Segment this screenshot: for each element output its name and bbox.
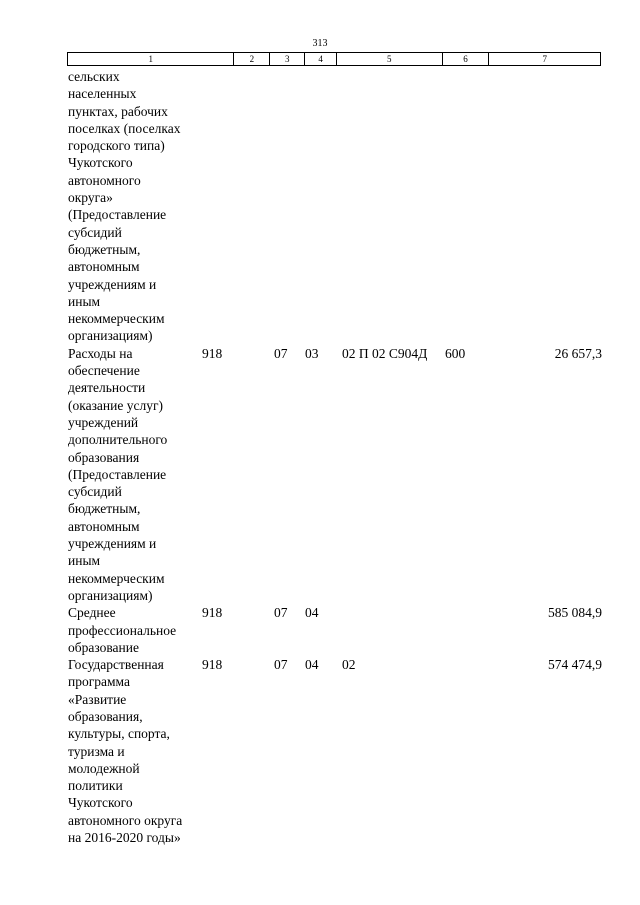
row-grbs: 918 [202, 345, 223, 361]
header-col-4: 4 [305, 53, 337, 65]
row-grbs: 918 [202, 605, 223, 621]
header-col-2: 2 [234, 53, 270, 65]
table-body [0, 68, 640, 846]
row-name: Государственная программа «Развитие образования, культуры, спорта, туризма и молодежной политики Чукотского автономного округа на 2016-2020 годы» [68, 657, 183, 846]
row-rz: 07 [274, 657, 288, 673]
row-rz: 07 [274, 345, 288, 361]
row-sum: 585 084,9 [548, 605, 602, 621]
row-pr: 03 [305, 345, 319, 361]
row-pr: 04 [305, 657, 319, 673]
row-sum: 26 657,3 [554, 345, 602, 361]
table-row [0, 68, 640, 345]
row-name: сельских населенных пунктах, рабочих поселках (поселках городского типа) Чукотского автономного округа» (Предоставление субсидий бюджетным, автономным учреждениям и иным некоммерческим организациям) [68, 69, 181, 344]
header-col-1: 1 [68, 53, 234, 65]
row-pr: 04 [305, 605, 319, 621]
header-col-3: 3 [270, 53, 305, 65]
table-row [0, 656, 640, 846]
table-header [67, 52, 601, 66]
row-csr: 02 П 02 С904Д [342, 345, 428, 361]
row-name: Расходы на обеспечение деятельности (оказание услуг) учреждений дополнительного образования (Предоставление субсидий бюджетным, автономным учреждениям и иным некоммерческим организациям) [68, 345, 168, 603]
row-rz: 07 [274, 605, 288, 621]
row-name: Среднее профессиональное образование [68, 605, 177, 655]
header-col-6: 6 [443, 53, 490, 65]
table-row [0, 345, 640, 604]
row-csr: 02 [342, 657, 356, 673]
header-col-5: 5 [337, 53, 443, 65]
row-sum: 574 474,9 [548, 657, 602, 673]
row-vr: 600 [445, 345, 466, 361]
row-grbs: 918 [202, 657, 223, 673]
page-number: 313 [312, 38, 328, 49]
table-row [0, 604, 640, 656]
header-col-7: 7 [542, 54, 547, 64]
